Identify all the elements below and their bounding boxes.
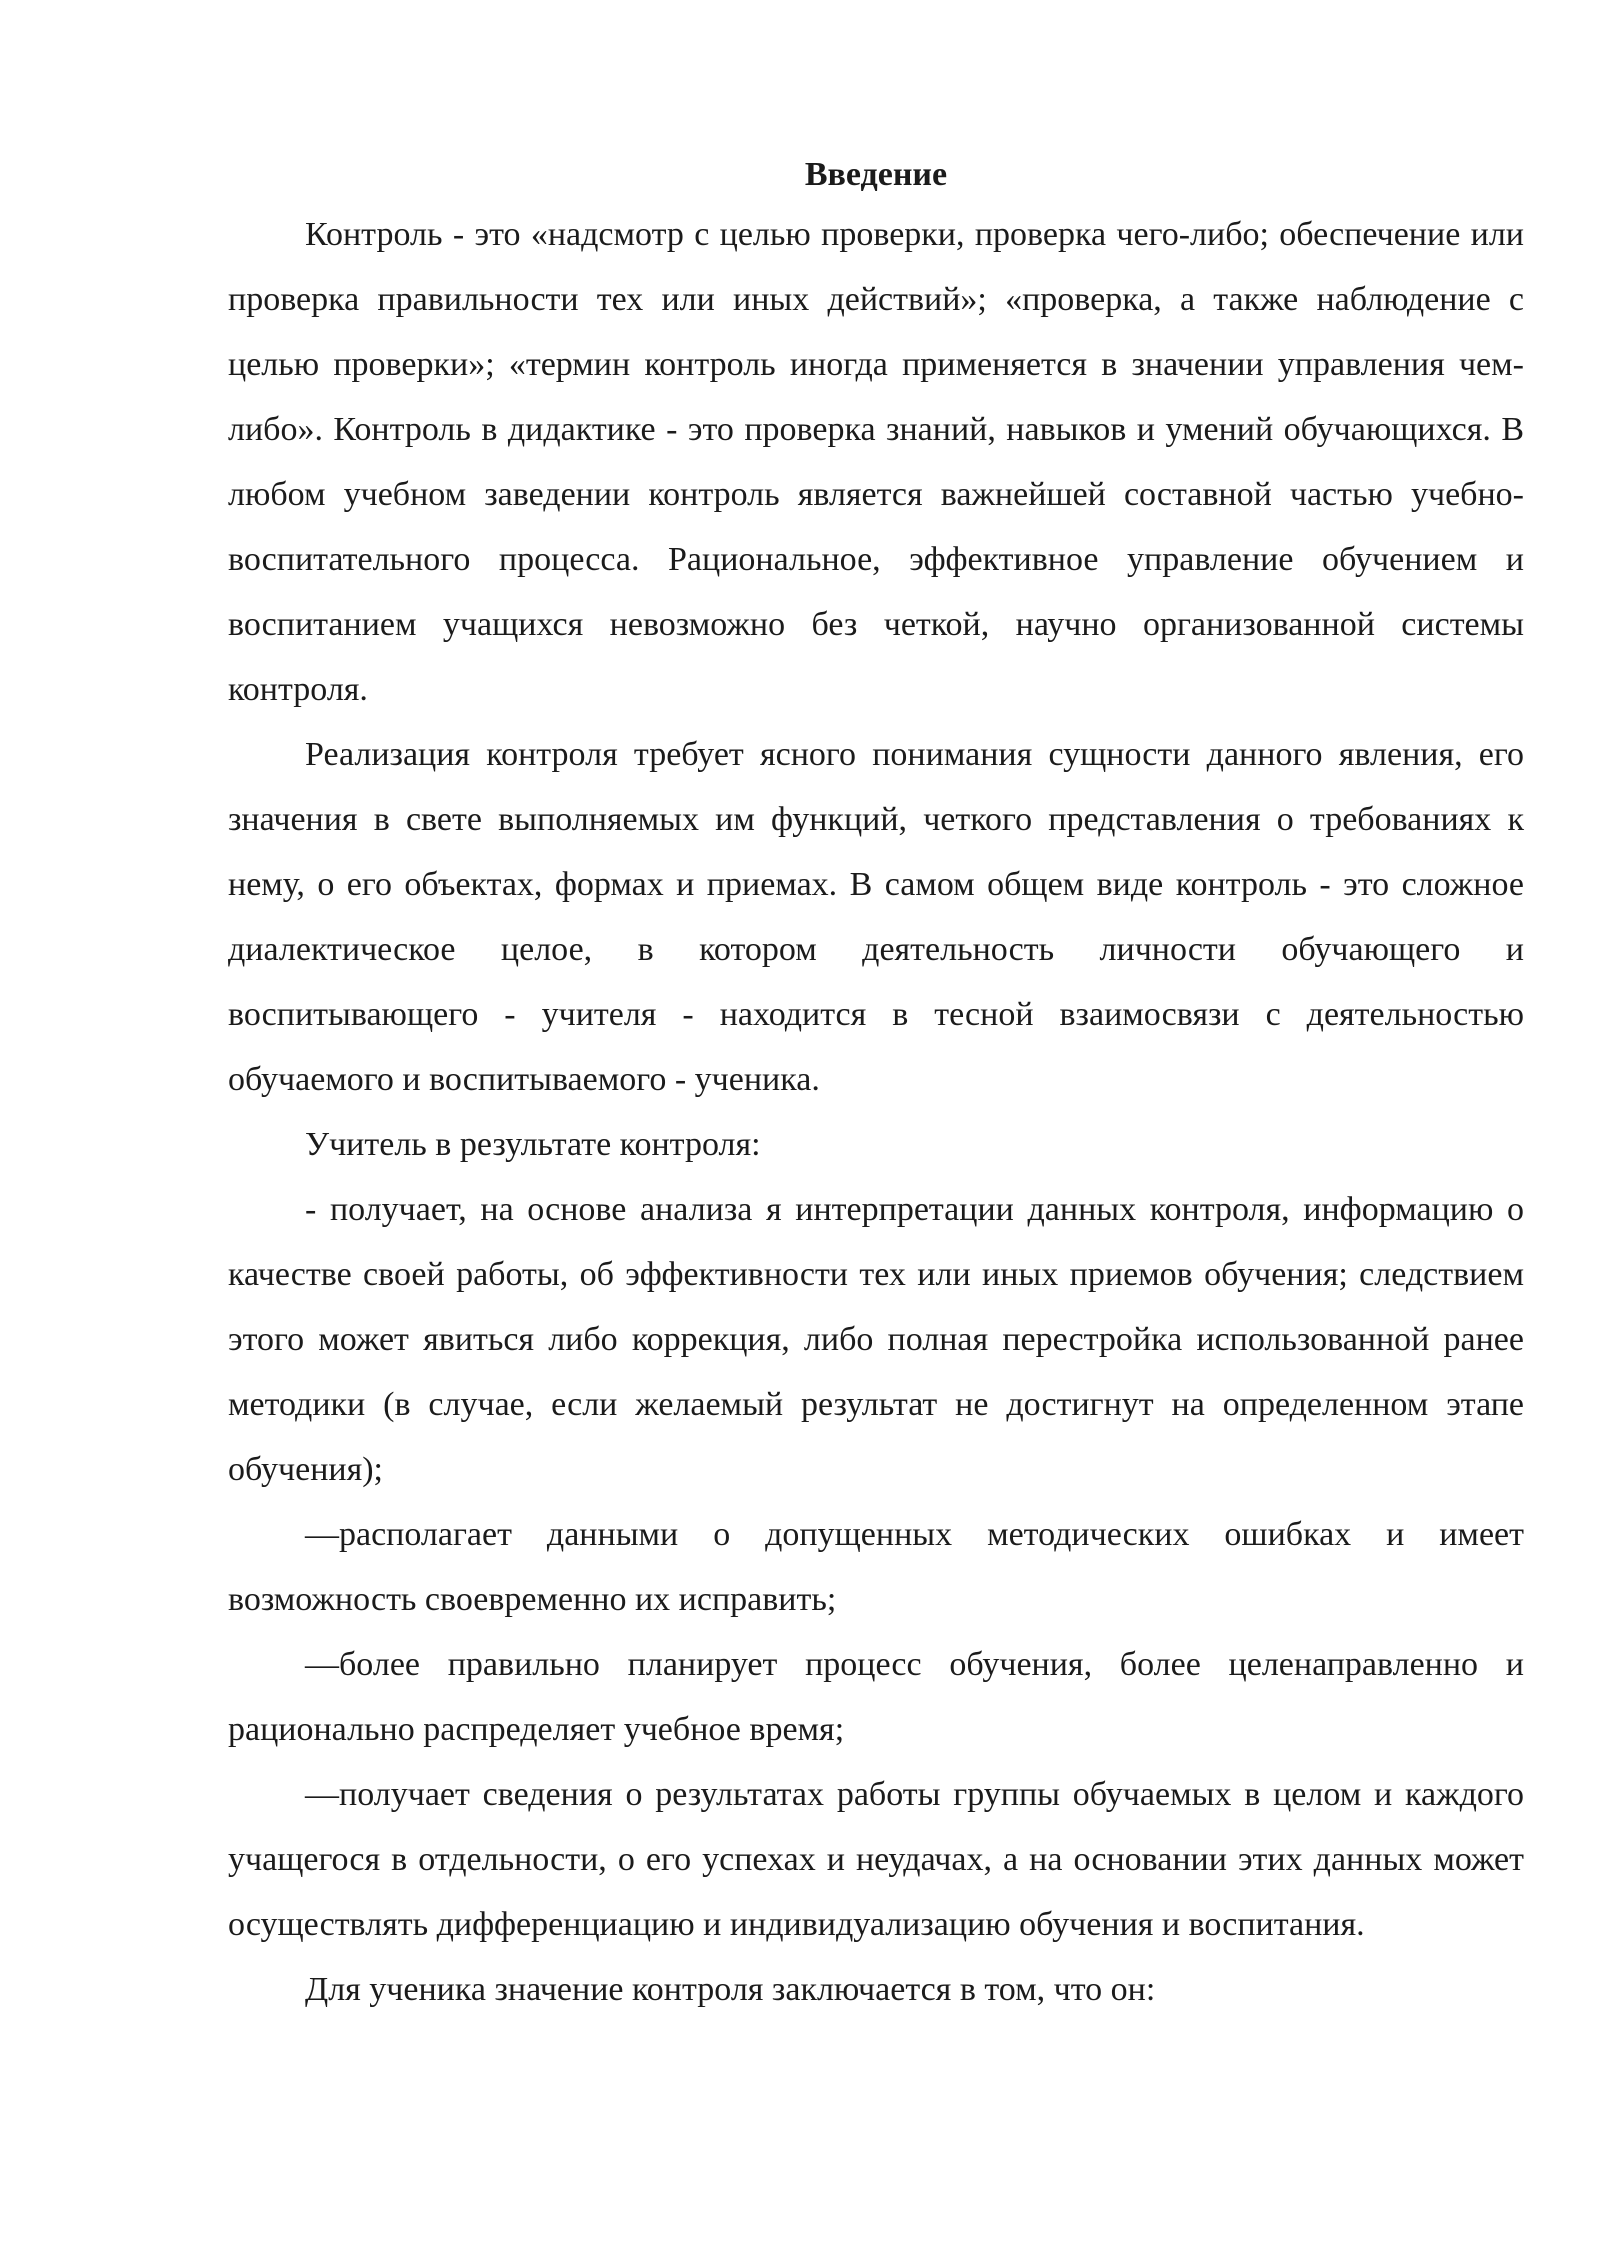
document-body — [228, 148, 1524, 2022]
paragraph-control-implementation: Реализация контроля требует ясного понимания сущности данного явления, его значения в свете выполняемых им функций, четкого представления о требованиях к нему, о его объектах, формах и приемах. В самом общем виде контроль - это сложное диалектическое целое, в котором деятельность личности обучающего и воспитывающего - учителя - находится в тесной взаимосвязи с деятельностью обучаемого и воспитываемого - ученика. — [228, 736, 1524, 1098]
paragraph-student-intro: Для ученика значение контроля заключается в том, что он: — [305, 1971, 1156, 2008]
list-item-teacher-planning: —более правильно планирует процесс обучения, более целенаправленно и рационально распределяет учебное время; — [228, 1646, 1524, 1748]
paragraph-teacher-intro: Учитель в результате контроля: — [305, 1126, 761, 1163]
list-item-teacher-group-results: —получает сведения о результатах работы группы обучаемых в целом и каждого учащегося в отдельности, о его успехах и неудачах, а на основании этих данных может осуществлять дифференциацию и индивидуализацию обучения и воспитания. — [228, 1776, 1524, 1943]
paragraph-control-definition: Контроль - это «надсмотр с целью проверки, проверка чего-либо; обеспечение или проверка правильности тех или иных действий»; «проверка, а также наблюдение с целью проверки»; «термин контроль иногда применяется в значении управления чем-либо». Контроль в дидактике - это проверка знаний, навыков и умений обучающихся. В любом учебном заведении контроль является важнейшей составной частью учебно-воспитательного процесса. Рациональное, эффективное управление обучением и воспитанием учащихся невозможно без четкой, научно организованной системы контроля. — [228, 216, 1524, 708]
document-title: Введение — [804, 156, 948, 193]
list-item-teacher-information: - получает, на основе анализа я интерпретации данных контроля, информацию о качестве своей работы, об эффективности тех или иных приемов обучения; следствием этого может явиться либо коррекция, либо полная перестройка использованной ранее методики (в случае, если желаемый результат не достигнут на определенном этапе обучения); — [228, 1191, 1524, 1488]
list-item-teacher-errors: —располагает данными о допущенных методических ошибках и имеет возможность своевременно их исправить; — [228, 1516, 1524, 1618]
